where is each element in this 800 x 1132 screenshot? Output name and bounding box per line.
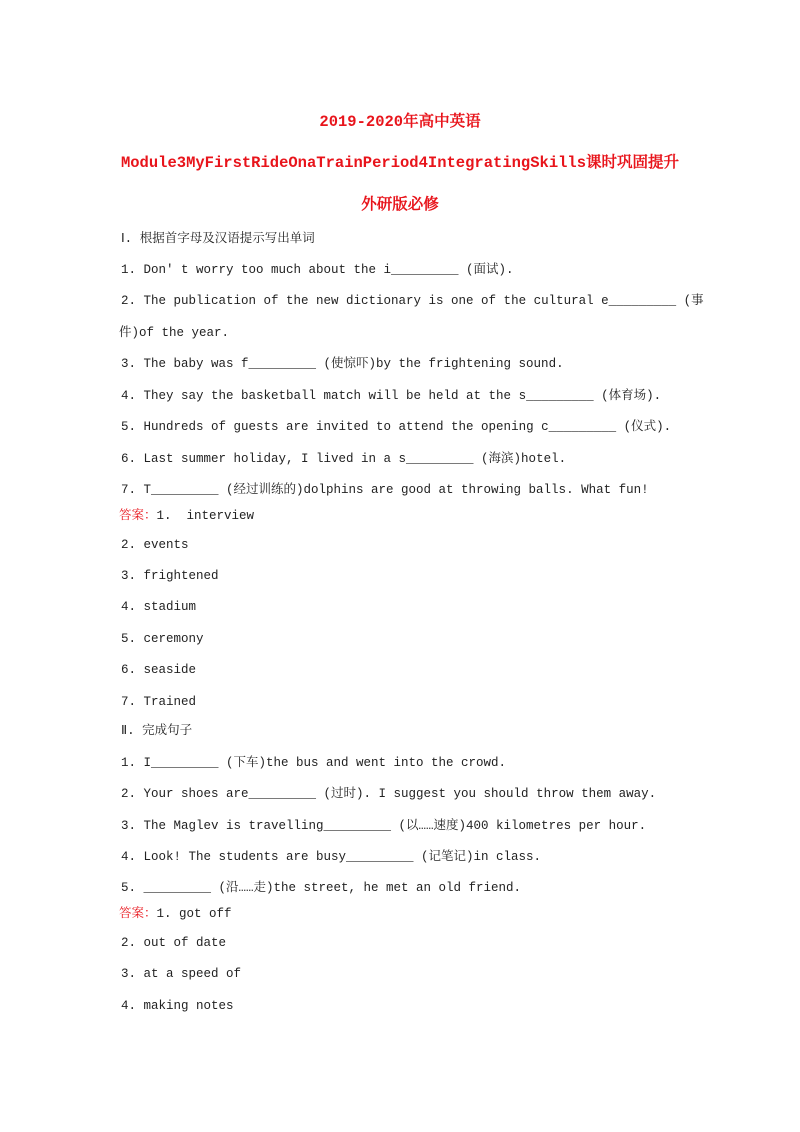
answer-label: 答案： <box>119 907 157 921</box>
answer: 6. seaside <box>121 663 197 677</box>
question: 7. T_________ (经过训练的)dolphins are good at throwing balls. What fun! <box>121 483 649 497</box>
title-line-3: 外研版必修 <box>361 196 439 214</box>
question: 5. _________ (沿……走)the street, he met an old friend. <box>121 881 522 895</box>
answer: 2. out of date <box>121 936 227 950</box>
title-line-2: Module3MyFirstRideOnaTrainPeriod4IntegratingSkills课时巩固提升 <box>120 154 680 172</box>
answer: 7. Trained <box>121 695 197 709</box>
question: 6. Last summer holiday, I lived in a s_________ (海滨)hotel. <box>121 452 567 466</box>
question: 5. Hundreds of guests are invited to attend the opening c_________ (仪式). <box>121 420 672 434</box>
question-continued: 件)of the year. <box>119 326 230 340</box>
title-line-1: 2019-2020年高中英语 <box>319 113 481 131</box>
answer: 1. got off <box>156 907 232 921</box>
section-heading: Ⅰ. 根据首字母及汉语提示写出单词 <box>121 232 315 246</box>
answer: 3. frightened <box>121 569 219 583</box>
question: 1. I_________ (下车)the bus and went into the crowd. <box>121 756 507 770</box>
question: 4. They say the basketball match will be held at the s_________ (体育场). <box>121 389 662 403</box>
answer-label: 答案： <box>119 509 157 523</box>
answer: 2. events <box>121 538 189 552</box>
answer: 4. stadium <box>121 600 197 614</box>
question: 3. The Maglev is travelling_________ (以……速度)400 kilometres per hour. <box>121 819 647 833</box>
question: 3. The baby was f_________ (使惊吓)by the frightening sound. <box>121 357 564 371</box>
answer: 4. making notes <box>121 999 234 1013</box>
question: 1. Don' t worry too much about the i_________ (面试). <box>121 263 514 277</box>
answer-block <box>119 906 232 922</box>
section-heading: Ⅱ. 完成句子 <box>121 724 193 738</box>
answer-block <box>119 508 254 524</box>
answer: 1. interview <box>156 509 255 523</box>
question: 2. The publication of the new dictionary is one of the cultural e_________ (事 <box>121 294 704 308</box>
question: 2. Your shoes are_________ (过时). I suggest you should throw them away. <box>121 787 657 801</box>
question: 4. Look! The students are busy_________ (记笔记)in class. <box>121 850 542 864</box>
answer: 3. at a speed of <box>121 967 242 981</box>
answer: 5. ceremony <box>121 632 204 646</box>
